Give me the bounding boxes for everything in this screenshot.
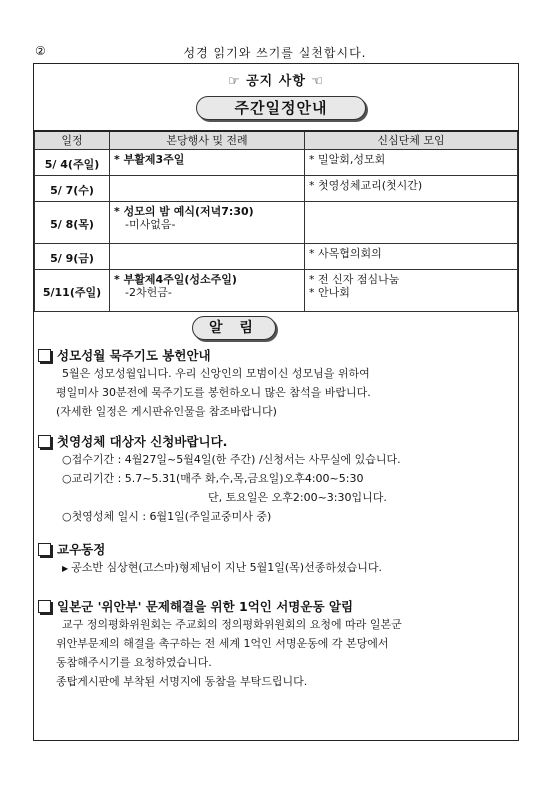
announcement-heading (38, 346, 512, 364)
event-line: * 성모의 밤 예식(저녁7:30) (114, 205, 254, 218)
checkbox-bullet-icon (38, 349, 51, 362)
announcement-heading-text: 성모성월 묵주기도 봉헌안내 (57, 348, 211, 363)
announcement-heading (38, 597, 512, 615)
meeting-line: * 밀알회,성모회 (309, 153, 386, 166)
announcement-first-communion (38, 432, 512, 526)
announcement-line: ○접수기간 : 4월27일~5월4일(한 주간) /신청서는 사무실에 있습니다. (62, 453, 401, 466)
schedule-row (35, 176, 518, 202)
schedule-date: 5/ 4(주일) (35, 150, 110, 176)
event-line: * 부활제4주일(성소주일) (114, 273, 237, 286)
announcement-line-text: 공소반 심상현(고스마)형제님이 지난 5월1일(목)선종하셨습니다. (71, 561, 382, 574)
checkbox-bullet-icon (38, 435, 51, 448)
schedule-main-event (110, 176, 305, 202)
schedule-header-row (35, 131, 518, 150)
announcement-line: ○교리기간 : 5.7~5.31(매주 화,수,목,금요일)오후4:00~5:30 (62, 472, 364, 485)
schedule-group-meeting (305, 150, 518, 176)
meeting-line: * 사목협의회의 (309, 247, 382, 260)
schedule-date: 5/11(주일) (35, 270, 110, 312)
event-note: -2차헌금- (125, 286, 172, 299)
announcement-line: ○첫영성체 일시 : 6월1일(주일교중미사 중) (62, 510, 272, 523)
triangle-bullet-icon: ▶ (62, 564, 69, 573)
notice-heading: ☞ 공지 사항 ☜ (227, 74, 325, 89)
announcement-line (38, 558, 512, 578)
page-number: ② (35, 44, 46, 58)
schedule-group-meeting (305, 176, 518, 202)
weekly-schedule-title: 주간일정안내 (196, 96, 366, 120)
event-note: -미사없음- (125, 218, 176, 231)
announcement-line: 동참해주시기를 요청하였습니다. (56, 656, 212, 669)
schedule-main-event (110, 244, 305, 270)
announcement-heading-text: 첫영성체 대상자 신청바랍니다. (57, 434, 228, 449)
column-header-date: 일정 (35, 131, 110, 150)
meeting-line: * 전 신자 점심나눔 (309, 273, 400, 286)
announcements-title: 알 림 (192, 316, 276, 340)
column-header-group-meetings: 신심단체 모임 (305, 131, 518, 150)
announcement-line: 종탑게시판에 부착된 서명지에 동참을 부탁드립니다. (56, 675, 308, 688)
schedule-row (35, 202, 518, 244)
schedule-group-meeting (305, 270, 518, 312)
bulletin-frame (33, 63, 519, 741)
schedule-row (35, 244, 518, 270)
schedule-date: 5/ 7(수) (35, 176, 110, 202)
checkbox-bullet-icon (38, 543, 51, 556)
event-line: * 부활제3주일 (114, 153, 185, 166)
schedule-main-event (110, 150, 305, 176)
motto-heading: 성경 읽기와 쓰기를 실천합시다. (183, 46, 367, 60)
announcement-line: (자세한 일정은 게시판유인물을 참조바랍니다) (56, 405, 277, 418)
meeting-line: * 안나회 (309, 286, 350, 299)
announcement-parish-news (38, 540, 512, 578)
announcement-line: 5월은 성모성월입니다. 우리 신앙인의 모범이신 성모님을 위하여 (62, 367, 370, 380)
schedule-row (35, 150, 518, 176)
meeting-line: * 첫영성체교리(첫시간) (309, 179, 423, 192)
announcement-line: 단, 토요일은 오후2:00~3:30입니다. (208, 491, 387, 504)
schedule-main-event (110, 270, 305, 312)
column-header-parish-events: 본당행사 및 전례 (110, 131, 305, 150)
announcement-heading-text: 교우동정 (57, 542, 106, 557)
announcement-signature-campaign (38, 597, 512, 691)
schedule-main-event (110, 202, 305, 244)
schedule-row (35, 270, 518, 312)
announcement-rosary (38, 346, 512, 421)
checkbox-bullet-icon (38, 600, 51, 613)
announcement-line: 교구 정의평화위원회는 주교회의 정의평화위원회의 요청에 따라 일본군 (62, 618, 402, 631)
announcement-heading (38, 540, 512, 558)
announcement-heading (38, 432, 512, 450)
schedule-date: 5/ 9(금) (35, 244, 110, 270)
schedule-date: 5/ 8(목) (35, 202, 110, 244)
schedule-table (34, 130, 518, 312)
announcement-line: 평일미사 30분전에 묵주기도를 봉헌하오니 많은 참석을 바랍니다. (56, 386, 371, 399)
announcement-heading-text: 일본군 '위안부' 문제해결을 위한 1억인 서명운동 알림 (57, 599, 354, 614)
schedule-group-meeting (305, 244, 518, 270)
announcement-line: 위안부문제의 해결을 촉구하는 전 세계 1억인 서명운동에 각 본당에서 (56, 637, 389, 650)
schedule-group-meeting (305, 202, 518, 244)
